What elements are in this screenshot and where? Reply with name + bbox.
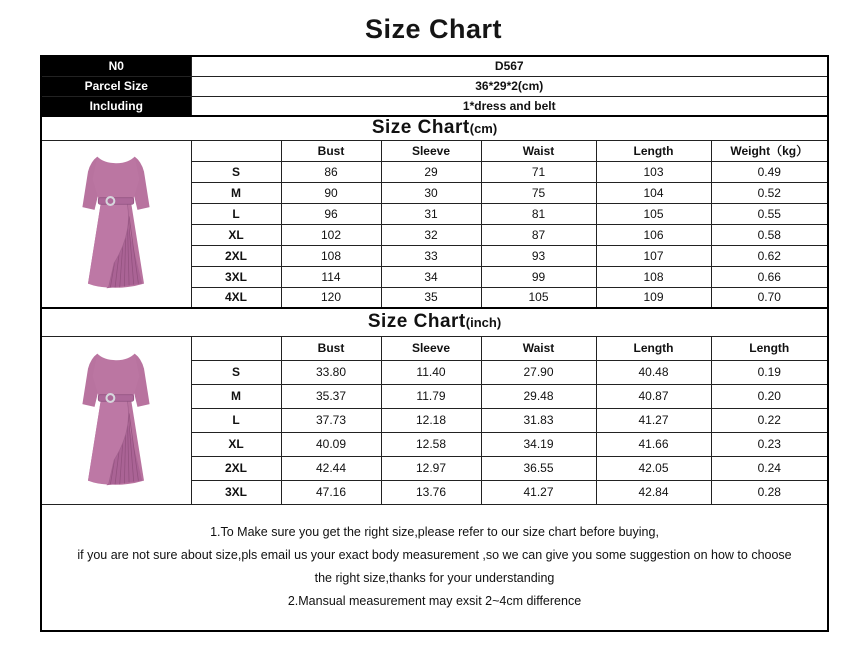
cell-sleeve: 11.79 (381, 384, 481, 408)
cell-waist: 29.48 (481, 384, 596, 408)
info-row (41, 56, 828, 76)
cell-weight: 0.24 (711, 456, 828, 480)
cell-waist: 71 (481, 161, 596, 182)
size-label: L (191, 203, 281, 224)
info-value-including: 1*dress and belt (191, 96, 828, 116)
cell-waist: 93 (481, 245, 596, 266)
cell-length: 42.84 (596, 480, 711, 504)
inch-col-length: Length (596, 336, 711, 360)
cell-weight: 0.55 (711, 203, 828, 224)
cell-bust: 120 (281, 287, 381, 308)
cell-bust: 102 (281, 224, 381, 245)
cell-weight: 0.66 (711, 266, 828, 287)
cell-sleeve: 13.76 (381, 480, 481, 504)
cell-length: 42.05 (596, 456, 711, 480)
inch-section-banner (41, 308, 828, 336)
notes-cell (41, 504, 828, 631)
cm-section-banner (41, 116, 828, 140)
note-line-4: 2.Mansual measurement may exsit 2~4cm difference (287, 594, 582, 609)
inch-section-unit: (inch) (465, 315, 502, 331)
note-line-2: if you are not sure about size,pls email us your exact body measurement ,so we can give you some suggestion on how to choose (77, 548, 792, 563)
cell-length: 40.48 (596, 360, 711, 384)
cell-waist: 34.19 (481, 432, 596, 456)
cm-col-waist: Waist (481, 140, 596, 161)
cell-sleeve: 12.58 (381, 432, 481, 456)
cell-length: 106 (596, 224, 711, 245)
cm-section-title-text: Size Chart (371, 117, 470, 139)
cell-weight: 0.52 (711, 182, 828, 203)
size-label: 3XL (191, 266, 281, 287)
cell-length: 40.87 (596, 384, 711, 408)
inch-header-row (41, 336, 828, 360)
cell-sleeve: 33 (381, 245, 481, 266)
cell-waist: 99 (481, 266, 596, 287)
info-value-parcel-size: 36*29*2(cm) (191, 76, 828, 96)
inch-section-title (41, 308, 828, 336)
cell-length: 104 (596, 182, 711, 203)
info-label-parcel-size: Parcel Size (41, 76, 191, 96)
cell-sleeve: 12.97 (381, 456, 481, 480)
cell-bust: 108 (281, 245, 381, 266)
cell-sleeve: 31 (381, 203, 481, 224)
cell-bust: 40.09 (281, 432, 381, 456)
cell-length: 41.66 (596, 432, 711, 456)
info-label-no: N0 (41, 56, 191, 76)
cell-bust: 33.80 (281, 360, 381, 384)
cell-sleeve: 30 (381, 182, 481, 203)
info-value-no: D567 (191, 56, 828, 76)
dress-product-image (60, 343, 172, 495)
inch-size-col-head (191, 336, 281, 360)
cell-waist: 105 (481, 287, 596, 308)
inch-col-waist: Waist (481, 336, 596, 360)
cell-bust: 42.44 (281, 456, 381, 480)
cell-bust: 47.16 (281, 480, 381, 504)
size-chart-sheet (40, 55, 829, 632)
page-title: Size Chart (364, 14, 503, 44)
size-label: M (191, 182, 281, 203)
notes-row (41, 504, 828, 631)
size-label: S (191, 360, 281, 384)
inch-col-sleeve: Sleeve (381, 336, 481, 360)
dress-product-image-cell (41, 336, 191, 504)
info-row (41, 76, 828, 96)
cell-waist: 75 (481, 182, 596, 203)
dress-product-image (60, 146, 172, 298)
cell-weight: 0.20 (711, 384, 828, 408)
cell-length: 108 (596, 266, 711, 287)
cm-section-title (41, 116, 828, 140)
dress-product-image-cell (41, 140, 191, 308)
cell-sleeve: 11.40 (381, 360, 481, 384)
inch-col-length-2: Length (711, 336, 828, 360)
cm-size-col-head (191, 140, 281, 161)
size-label: XL (191, 432, 281, 456)
size-label: 2XL (191, 456, 281, 480)
cm-section-unit: (cm) (469, 121, 498, 137)
cell-bust: 90 (281, 182, 381, 203)
cell-weight: 0.70 (711, 287, 828, 308)
cell-waist: 36.55 (481, 456, 596, 480)
cell-weight: 0.62 (711, 245, 828, 266)
cell-length: 41.27 (596, 408, 711, 432)
cell-length: 103 (596, 161, 711, 182)
cell-sleeve: 12.18 (381, 408, 481, 432)
cm-col-bust: Bust (281, 140, 381, 161)
cell-waist: 87 (481, 224, 596, 245)
cell-sleeve: 29 (381, 161, 481, 182)
cell-length: 109 (596, 287, 711, 308)
cell-bust: 86 (281, 161, 381, 182)
cell-sleeve: 34 (381, 266, 481, 287)
note-line-3: the right size,thanks for your understanding (314, 571, 555, 586)
size-label: XL (191, 224, 281, 245)
cell-weight: 0.22 (711, 408, 828, 432)
cell-weight: 0.49 (711, 161, 828, 182)
cell-bust: 96 (281, 203, 381, 224)
info-label-including: Including (41, 96, 191, 116)
cell-weight: 0.58 (711, 224, 828, 245)
cell-weight: 0.23 (711, 432, 828, 456)
cell-waist: 41.27 (481, 480, 596, 504)
cell-weight: 0.19 (711, 360, 828, 384)
cm-col-sleeve: Sleeve (381, 140, 481, 161)
cell-bust: 35.37 (281, 384, 381, 408)
size-label: S (191, 161, 281, 182)
size-label: L (191, 408, 281, 432)
size-label: 2XL (191, 245, 281, 266)
inch-section-title-text: Size Chart (367, 311, 466, 333)
inch-col-bust: Bust (281, 336, 381, 360)
cell-length: 107 (596, 245, 711, 266)
cm-col-weight: Weight（kg） (711, 140, 828, 161)
cm-col-length: Length (596, 140, 711, 161)
cell-weight: 0.28 (711, 480, 828, 504)
cell-waist: 31.83 (481, 408, 596, 432)
cell-sleeve: 35 (381, 287, 481, 308)
size-label: 4XL (191, 287, 281, 308)
info-row (41, 96, 828, 116)
size-label: 3XL (191, 480, 281, 504)
size-label: M (191, 384, 281, 408)
cell-bust: 37.73 (281, 408, 381, 432)
cm-header-row (41, 140, 828, 161)
cell-length: 105 (596, 203, 711, 224)
cell-bust: 114 (281, 266, 381, 287)
cell-waist: 27.90 (481, 360, 596, 384)
cell-sleeve: 32 (381, 224, 481, 245)
note-line-1: 1.To Make sure you get the right size,please refer to our size chart before buying, (210, 525, 659, 540)
cell-waist: 81 (481, 203, 596, 224)
